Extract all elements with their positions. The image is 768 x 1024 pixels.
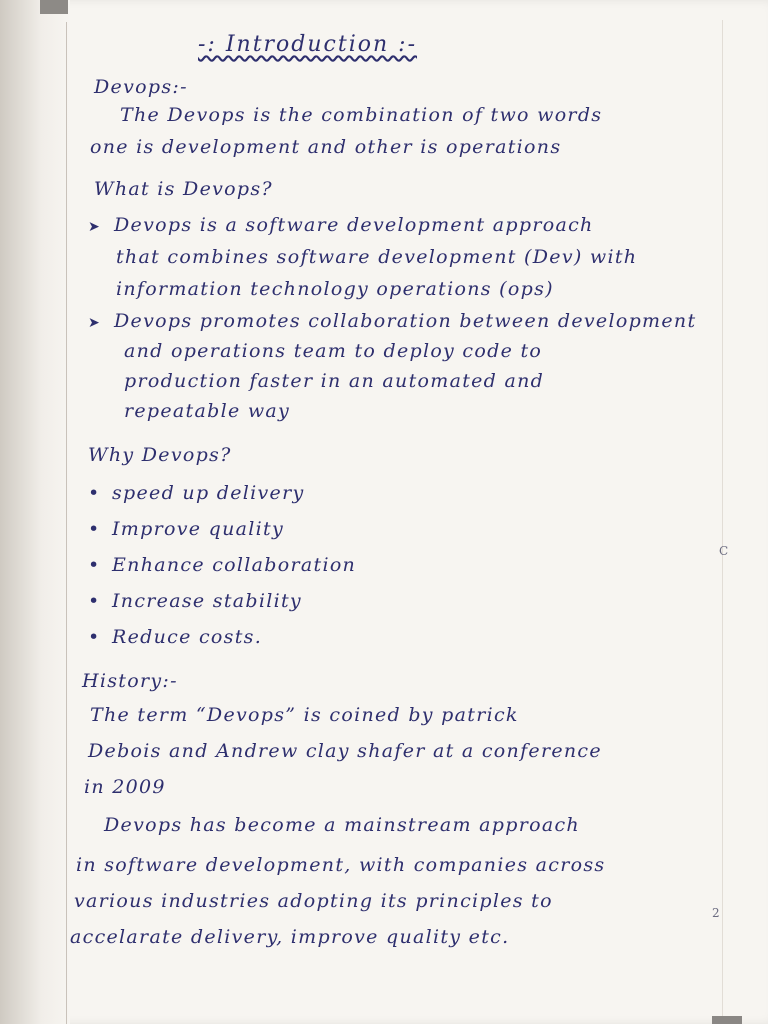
right-rule — [722, 20, 723, 1020]
devops-line-1: The Devops is the combination of two words — [120, 104, 603, 126]
side-mark: C — [719, 544, 729, 558]
why-bullet: • Reduce costs. — [88, 626, 263, 648]
history-line-4: Devops has become a mainstream approach — [104, 814, 580, 836]
what-point-1-line-1: ➤ Devops is a software development approach — [88, 214, 594, 236]
what-heading: What is Devops? — [94, 178, 273, 200]
history-line-1: The term “Devops” is coined by patrick — [90, 704, 519, 726]
arrow-bullet-icon: ➤ — [88, 315, 102, 331]
page-corner — [40, 0, 68, 14]
history-line-2: Debois and Andrew clay shafer at a conference — [88, 740, 602, 762]
why-heading: Why Devops? — [88, 444, 232, 466]
why-bullet: • Enhance collaboration — [88, 554, 357, 576]
dot-bullet-icon: • — [88, 626, 101, 648]
margin-line — [66, 22, 67, 1024]
what-point-2-line-1: ➤ Devops promotes collaboration between development — [88, 310, 697, 332]
history-line-5: in software development, with companies across — [76, 854, 606, 876]
page-gutter — [0, 0, 70, 1024]
history-line-7: accelarate delivery, improve quality etc. — [70, 926, 510, 948]
dot-bullet-icon: • — [88, 590, 101, 612]
history-line-3: in 2009 — [84, 776, 166, 798]
what-point-2-line-3: production faster in an automated and — [124, 370, 545, 392]
dot-bullet-icon: • — [88, 518, 101, 540]
side-mark: 2 — [712, 906, 720, 920]
arrow-bullet-icon: ➤ — [88, 219, 102, 235]
why-bullet: • Increase stability — [88, 590, 302, 612]
history-line-6: various industries adopting its principles to — [74, 890, 553, 912]
devops-heading: Devops:- — [94, 76, 188, 98]
what-point-2-line-2: and operations team to deploy code to — [124, 340, 543, 362]
what-point-2-line-4: repeatable way — [124, 400, 291, 422]
what-point-1-line-2: that combines software development (Dev) with — [116, 246, 638, 268]
what-point-1-line-3: information technology operations (ops) — [116, 278, 554, 300]
bottom-mark — [712, 1016, 742, 1024]
history-heading: History:- — [82, 670, 178, 692]
page-title: -: Introduction :- — [198, 32, 418, 57]
why-bullet: • speed up delivery — [88, 482, 305, 504]
dot-bullet-icon: • — [88, 482, 101, 504]
dot-bullet-icon: • — [88, 554, 101, 576]
why-bullet: • Improve quality — [88, 518, 284, 540]
devops-line-2: one is development and other is operations — [90, 136, 562, 158]
